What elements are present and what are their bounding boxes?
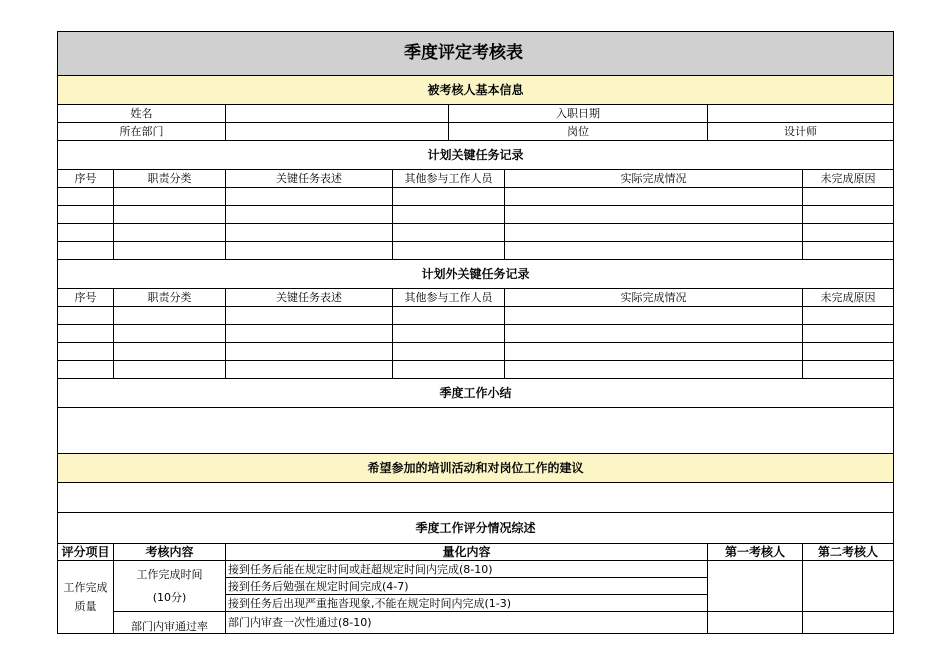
table-cell[interactable] [803,242,894,260]
column-header: 未完成原因 [803,289,894,307]
table-cell[interactable] [114,307,226,325]
table-cell[interactable] [505,224,803,242]
name-field[interactable] [226,105,449,123]
eval-item-quality [58,561,114,634]
table-cell[interactable] [114,361,226,379]
table-row [58,242,894,260]
table-cell[interactable] [393,242,505,260]
second-reviewer-score[interactable] [803,612,894,634]
table-cell[interactable] [803,307,894,325]
table-cell[interactable] [58,325,114,343]
table-row [58,206,894,224]
table-row [58,188,894,206]
table-cell[interactable] [393,307,505,325]
department-field[interactable] [226,123,449,141]
table-row [58,361,894,379]
eval-item-line: 工作完成 [63,581,108,594]
table-row [58,325,894,343]
first-reviewer-score[interactable] [708,561,803,612]
page-title: 季度评定考核表 [404,42,523,63]
table-cell[interactable] [505,242,803,260]
table-cell[interactable] [393,361,505,379]
table-cell[interactable] [226,188,393,206]
training-field[interactable] [58,483,894,513]
table-cell[interactable] [114,224,226,242]
column-header: 评分项目 [58,544,114,561]
table-cell[interactable] [114,206,226,224]
eval-content-time [114,561,226,612]
table-cell[interactable] [505,206,803,224]
table-cell[interactable] [58,188,114,206]
eval-content-line: 部门内审通过率 [131,620,208,633]
column-header: 职责分类 [114,289,226,307]
column-header: 第二考核人 [803,544,894,561]
column-header: 序号 [58,170,114,188]
table-cell[interactable] [393,188,505,206]
unplanned-tasks-header: 计划外关键任务记录 [58,260,894,289]
table-cell[interactable] [505,307,803,325]
table-cell[interactable] [505,325,803,343]
table-cell[interactable] [226,361,393,379]
eval-content-line: (10分) [152,591,187,604]
table-cell[interactable] [58,242,114,260]
column-header: 第一考核人 [708,544,803,561]
table-cell[interactable] [226,206,393,224]
criteria-line: 部门内审查一次性通过(8-10) [226,612,708,634]
column-header: 其他参与工作人员 [393,170,505,188]
table-cell[interactable] [58,224,114,242]
table-cell[interactable] [803,224,894,242]
table-cell[interactable] [393,206,505,224]
table-cell[interactable] [114,242,226,260]
table-cell[interactable] [803,188,894,206]
table-cell[interactable] [505,188,803,206]
table-cell[interactable] [505,361,803,379]
column-header: 未完成原因 [803,170,894,188]
table-row [58,224,894,242]
table-cell[interactable] [226,224,393,242]
table-cell[interactable] [226,325,393,343]
eval-item-line: 质量 [74,600,97,613]
table-cell[interactable] [58,307,114,325]
basic-info-header: 被考核人基本信息 [58,76,894,105]
table-row [58,307,894,325]
table-cell[interactable] [393,224,505,242]
table-cell[interactable] [803,206,894,224]
table-cell[interactable] [58,206,114,224]
table-cell[interactable] [114,188,226,206]
criteria-line: 接到任务后出现严重拖沓现象,不能在规定时间内完成(1-3) [226,595,708,612]
position-label: 岗位 [449,123,708,141]
first-reviewer-score[interactable] [708,612,803,634]
table-cell[interactable] [226,307,393,325]
column-header: 其他参与工作人员 [393,289,505,307]
eval-content-audit [114,612,226,634]
table-cell[interactable] [114,325,226,343]
column-header: 关键任务表述 [226,289,393,307]
criteria-line: 接到任务后勉强在规定时间完成(4-7) [226,578,708,595]
second-reviewer-score[interactable] [803,561,894,612]
table-cell[interactable] [226,343,393,361]
quarter-summary-header: 季度工作小结 [58,379,894,408]
hire-date-field[interactable] [708,105,894,123]
eval-content-line: 工作完成时间 [136,568,203,581]
column-header: 序号 [58,289,114,307]
title-cell [58,32,894,76]
position-field[interactable]: 设计师 [708,123,894,141]
table-cell[interactable] [803,361,894,379]
table-cell[interactable] [114,343,226,361]
appraisal-sheet [57,31,894,634]
table-cell[interactable] [226,242,393,260]
column-header: 实际完成情况 [505,289,803,307]
table-cell[interactable] [393,343,505,361]
table-cell[interactable] [58,343,114,361]
column-header: 量化内容 [226,544,708,561]
department-label: 所在部门 [58,123,226,141]
evaluation-header: 季度工作评分情况综述 [58,513,894,544]
table-cell[interactable] [803,325,894,343]
table-cell[interactable] [505,343,803,361]
training-header: 希望参加的培训活动和对岗位工作的建议 [58,454,894,483]
table-row [58,343,894,361]
column-header: 职责分类 [114,170,226,188]
column-header: 关键任务表述 [226,170,393,188]
quarter-summary-field[interactable] [58,408,894,454]
table-cell[interactable] [393,325,505,343]
column-header: 实际完成情况 [505,170,803,188]
table-cell[interactable] [803,343,894,361]
name-label: 姓名 [58,105,226,123]
table-cell[interactable] [58,361,114,379]
column-header: 考核内容 [114,544,226,561]
planned-tasks-header: 计划关键任务记录 [58,141,894,170]
hire-date-label: 入职日期 [449,105,708,123]
criteria-line: 接到任务后能在规定时间或赶超规定时间内完成(8-10) [226,561,708,578]
